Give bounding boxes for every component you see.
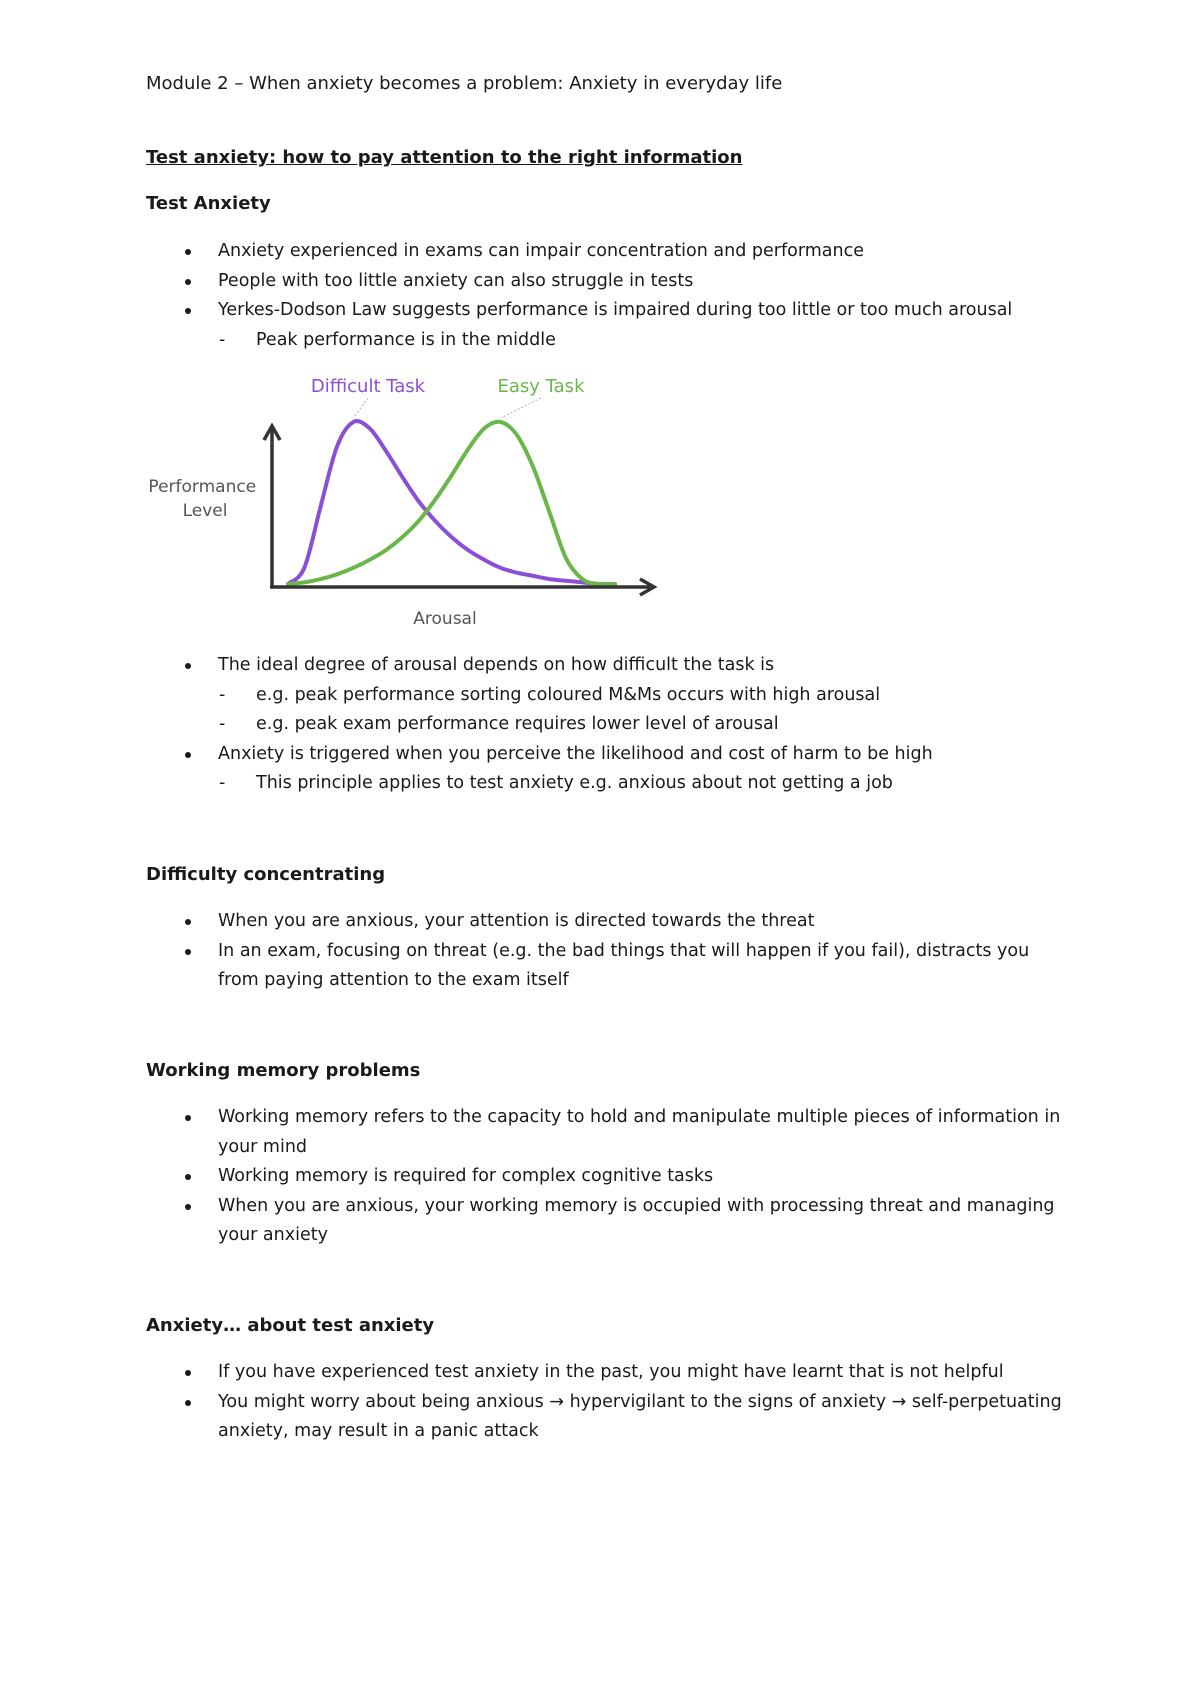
y-axis-label-line-1: Performance [148,477,257,497]
leader-line-easy-task [501,398,541,418]
y-axis-label-line-2: Level [182,501,228,521]
anxiety-about-test-anxiety-list [146,1358,1066,1447]
list-subitem: - e.g. peak performance sorting coloured M&Ms occurs with high arousal [146,681,1066,711]
list-item: Anxiety experienced in exams can impair concentration and performance [146,237,1066,267]
list-subitem: - e.g. peak exam performance requires lower level of arousal [146,710,1066,740]
section-heading-difficulty-concentrating: Difficulty concentrating [146,864,386,885]
list-item: When you are anxious, your attention is directed towards the threat [146,907,1066,937]
list-item: Yerkes-Dodson Law suggests performance is impaired during too little or too much arousal [146,296,1066,326]
legend-label-difficult-task: Difficult Task [310,376,426,397]
list-item: Anxiety is triggered when you perceive the likelihood and cost of harm to be high [146,740,1066,770]
list-item: Working memory refers to the capacity to hold and manipulate multiple pieces of information in your mind [146,1103,1066,1162]
list-subitem: - This principle applies to test anxiety e.g. anxious about not getting a job [146,769,1066,799]
yerkes-dodson-chart [140,360,680,640]
chart-axes [264,426,654,595]
leader-line-difficult-task [353,398,368,418]
difficulty-concentrating-list [146,907,1066,996]
list-item: In an exam, focusing on threat (e.g. the bad things that will happen if you fail), distracts you from paying attention to the exam itself [146,937,1066,996]
list-item: Working memory is required for complex cognitive tasks [146,1162,1066,1192]
section-heading-test-anxiety: Test Anxiety [146,193,271,214]
list-subitem: - Peak performance is in the middle [146,326,1066,356]
list-item: If you have experienced test anxiety in the past, you might have learnt that is not helpful [146,1358,1066,1388]
section-heading-anxiety-about-test-anxiety: Anxiety… about test anxiety [146,1315,435,1336]
working-memory-list [146,1103,1066,1251]
list-item: The ideal degree of arousal depends on how difficult the task is [146,651,1066,681]
x-axis-label: Arousal [413,609,477,629]
chart-curves [288,421,615,584]
chart-leader-lines [353,398,541,418]
legend-label-easy-task: Easy Task [497,376,585,397]
section-heading-working-memory: Working memory problems [146,1060,421,1081]
y-axis-label [148,477,261,521]
module-header: Module 2 – When anxiety becomes a problem: Anxiety in everyday life [146,73,783,94]
list-item: When you are anxious, your working memory is occupied with processing threat and managing your anxiety [146,1192,1066,1251]
list-item: People with too little anxiety can also struggle in tests [146,267,1066,297]
list-item: You might worry about being anxious → hypervigilant to the signs of anxiety → self-perpetuating anxiety, may result in a panic attack [146,1388,1066,1447]
page-title: Test anxiety: how to pay attention to the right information [146,147,743,168]
test-anxiety-list [146,237,1066,355]
test-anxiety-list-continued [146,651,1066,799]
chart-svg [140,360,680,640]
